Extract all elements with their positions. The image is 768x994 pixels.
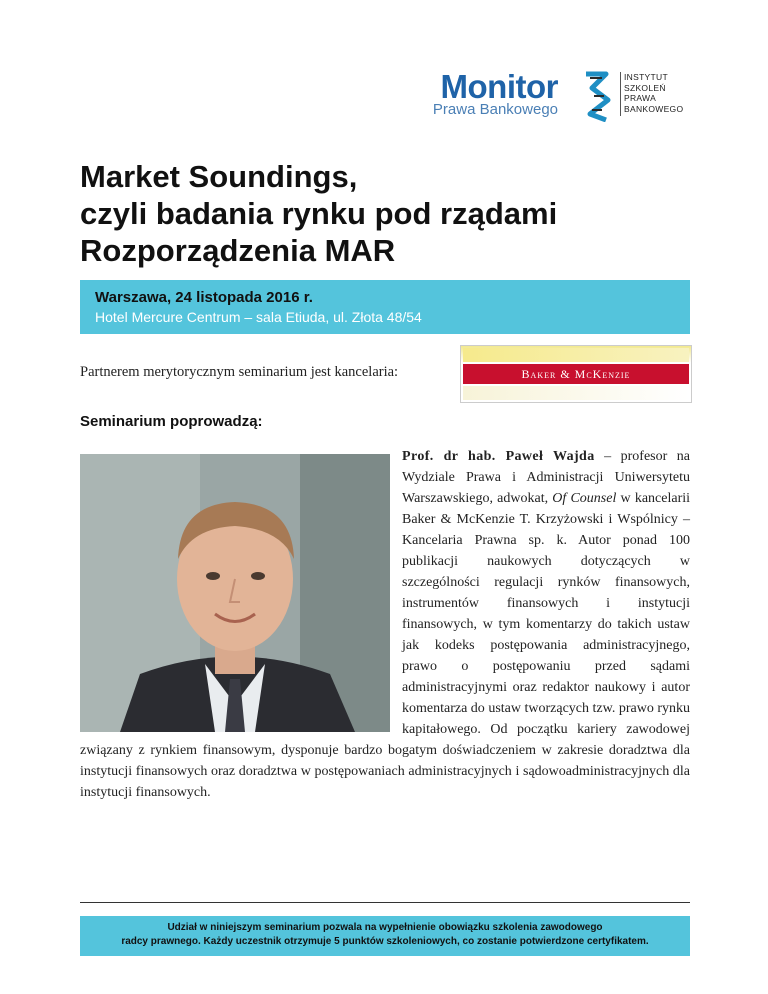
institute-logo-icon <box>580 70 616 122</box>
footer-divider <box>80 902 690 903</box>
monitor-logo <box>418 70 558 118</box>
title-line: Rozporządzenia MAR <box>80 233 396 268</box>
monitor-logo-subtitle: Prawa Bankowego <box>432 101 558 118</box>
monitor-logo-title: Monitor <box>440 68 558 105</box>
baker-mckenzie-logo-text: Baker & McKenzie <box>521 366 631 381</box>
speaker-bio <box>80 446 690 803</box>
event-banner <box>80 280 690 334</box>
page-title <box>80 158 700 269</box>
title-line: czyli badania rynku pod rządami <box>80 196 558 231</box>
footer-line: radcy prawnego. Każdy uczestnik otrzymuje 5 punktów szkoleniowych, co zostanie potwierdzone certyfikatem. <box>121 936 649 947</box>
speaker-name: Prof. dr hab. Paweł Wajda <box>402 449 595 464</box>
event-date: Warszawa, 24 listopada 2016 r. <box>95 289 313 306</box>
speaker-role: Of Counsel <box>552 491 617 506</box>
footer-note <box>80 916 690 956</box>
baker-mckenzie-logo <box>460 345 692 403</box>
speaker-bio-text: – profesor na Wydziale Prawa i Administracji Uniwersytetu Warszawskiego, adwokat, <box>402 449 690 506</box>
institute-logo <box>580 70 710 120</box>
footer-line: Udział w niniejszym seminarium pozwala na wypełnienie obowiązku szkolenia zawodowego <box>167 922 603 933</box>
institute-logo-divider <box>620 72 621 116</box>
event-venue: Hotel Mercure Centrum – sala Etiuda, ul. Złota 48/54 <box>95 309 422 325</box>
institute-logo-text: INSTYTUT SZKOLEŃ PRAWA BANKOWEGO <box>624 72 684 114</box>
speaker-bio-text: w kancelarii Baker & McKenzie T. Krzyżowski i Wspólnicy – Kancelaria Prawna sp. k. Autor ponad 100 publikacji naukowych dotyczących w szczególności regulacji rynków finansowych, instrumentów finansowych i instytucji finansowych, w tym komentarzy do takich ustaw jak kodeks postępowania administracyjnego, prawo o postępowaniu przed sądami administracyjnymi oraz redaktor naukowy i autor komentarza do ustaw tworzących tzw. prawo rynku kapitałowego. Od początku kariery zawodowej związany z rynkiem finansowym, dysponuje bardzo bogatym doświadczeniem w zakresie doradztwa dla instytucji finansowych oraz doradztwa w postępowaniach administracyjnych i sądowoadministracyjnych dla instytucji finansowych. <box>80 491 691 800</box>
section-heading: Seminarium poprowadzą: <box>80 413 263 430</box>
partner-text: Partnerem merytorycznym seminarium jest kancelaria: <box>80 364 399 380</box>
title-line: Market Soundings, <box>80 159 358 194</box>
